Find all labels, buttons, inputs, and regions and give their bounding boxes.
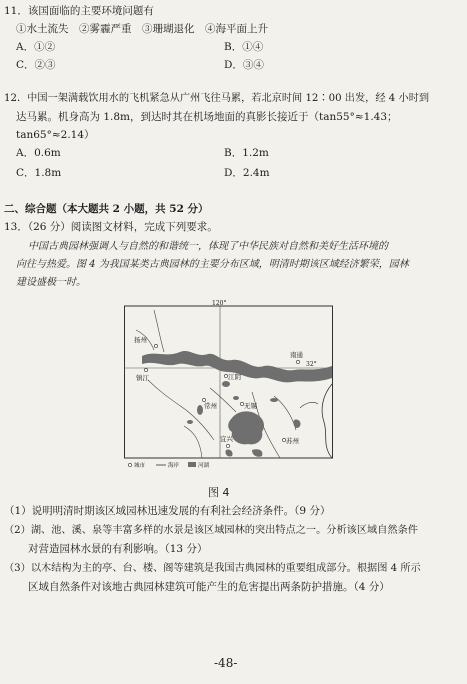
q11-option-b: B．①④ xyxy=(224,41,264,53)
lake-small-3 xyxy=(187,420,193,424)
section-title: 二、综合题（本大题共 2 小题，共 52 分） xyxy=(4,203,209,215)
q13-material-line3: 建设盛极一时。 xyxy=(16,277,86,288)
lake-small-5 xyxy=(270,398,278,402)
q11-option-c: C．②③ xyxy=(16,59,56,71)
lake-small-2 xyxy=(197,405,203,415)
q13-stem: 13．（26 分）阅读图文材料，完成下列要求。 xyxy=(4,221,218,233)
figure-4-map xyxy=(124,300,334,470)
q12-option-a: A．0.6m xyxy=(16,147,61,159)
q12-stem-line3: tan65°≈2.14） xyxy=(16,129,95,141)
lake-small-4 xyxy=(233,396,239,400)
q11-option-d: D．③④ xyxy=(224,59,264,71)
lake-small-7 xyxy=(252,449,262,457)
lake-small-6 xyxy=(294,419,301,428)
city-label-yixing: 宜兴 xyxy=(220,435,233,443)
city-label-changzhou: 常州 xyxy=(204,402,217,410)
q12-option-b: B．1.2m xyxy=(224,147,269,159)
city-zhenjiang xyxy=(144,368,147,371)
grand-canal xyxy=(148,380,214,440)
legend-river-symbol xyxy=(188,462,196,467)
city-label-yangzhou: 扬州 xyxy=(134,336,147,344)
coast-detail xyxy=(300,402,318,408)
q13-sub3-line2: 区域自然条件对该地古典园林建筑可能产生的危害提出两条防护措施。（4 分） xyxy=(28,581,390,593)
city-label-wuxi: 无锡 xyxy=(244,402,257,410)
city-label-nantong: 南通 xyxy=(290,351,303,359)
latitude-label: 32° xyxy=(306,361,317,368)
legend-city-symbol xyxy=(128,463,131,466)
legend-coast-label: 海岸 xyxy=(168,463,180,469)
lake-small-8 xyxy=(225,449,232,456)
q13-material-line1: 中国古典园林强调人与自然的和谐统一，体现了中华民族对自然和美好生活环境的 xyxy=(28,241,388,252)
figure-caption: 图 4 xyxy=(208,486,230,499)
city-label-zhenjiang: 镇江 xyxy=(136,374,149,382)
q11-items: ①水土流失 ②雾霾严重 ③珊瑚退化 ④海平面上升 xyxy=(16,23,268,35)
taihu-lake xyxy=(228,411,264,444)
q12-stem-line2: 达马累。机身高为 1.8m，到达时其在机场地面的真影长接近于（tan55°≈1.43； xyxy=(16,111,398,123)
river-6 xyxy=(184,426,202,458)
legend-river-label: 河湖 xyxy=(198,463,210,469)
city-nantong xyxy=(296,360,299,363)
city-yixing xyxy=(226,444,229,447)
q13-sub2-line1: （2）湖、池、溪、泉等丰富多样的水景是该区域园林的突出特点之一。分析该区域自然条件 xyxy=(4,525,418,536)
q13-material-line2: 向往与热爱。图 4 为我国某类古典园林的主要分布区域，明清时期该区域经济繁荣，园林 xyxy=(16,259,409,270)
coastline xyxy=(322,384,332,458)
q11-stem: 11．该国面临的主要环境问题有 xyxy=(4,5,154,17)
q12-option-c: C．1.8m xyxy=(16,167,62,179)
q11-option-a: A．①② xyxy=(16,41,56,53)
q12-option-d: D．2.4m xyxy=(224,167,270,179)
city-label-suzhou: 苏州 xyxy=(286,437,299,445)
q13-sub1: （1）说明明清时期该区域园林迅速发展的有利社会经济条件。（9 分） xyxy=(4,505,331,517)
lake-small-1 xyxy=(222,381,230,387)
page-number: -48- xyxy=(214,656,238,670)
q13-sub2-line2: 对营造园林水景的有利影响。（13 分） xyxy=(28,543,208,555)
city-yangzhou xyxy=(154,344,157,347)
q12-stem-line1: 12．中国一架满载饮用水的飞机紧急从广州飞往马累，若北京时间 12∶00 出发，经 4 小时到 xyxy=(4,93,430,104)
city-label-jiangyin: 江阴 xyxy=(228,373,241,381)
longitude-label: 120° xyxy=(212,300,227,307)
q13-sub3-line1: （3）以木结构为主的亭、台、楼、阁等建筑是我国古典园林的重要组成部分。根据图 4 所示 xyxy=(4,563,421,574)
legend-city-label: 城市 xyxy=(134,463,146,469)
